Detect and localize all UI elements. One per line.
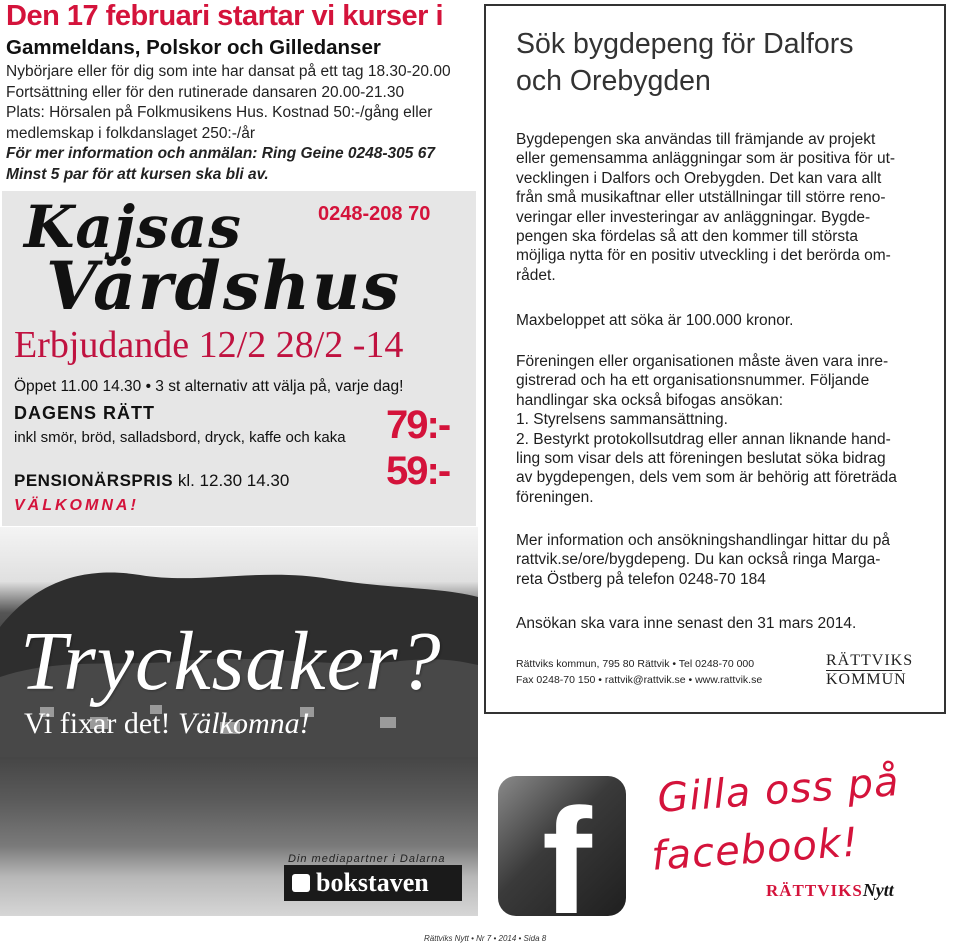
text-line: eller gemensamma anläggningar som är positiva för ut- bbox=[516, 150, 896, 168]
heading-line: Sök bygdepeng för Dalfors bbox=[516, 28, 854, 60]
facebook-line1: Gilla oss på bbox=[656, 759, 901, 822]
rattviks-kommun-logo bbox=[826, 652, 914, 689]
dish-description: inkl smör, bröd, salladsbord, dryck, kaffe och kaka bbox=[14, 429, 346, 446]
bokstaven-mark-icon bbox=[292, 874, 310, 892]
text-line: 1. Styrelsens sammansättning. bbox=[516, 411, 728, 429]
course-line: medlemskap i folkdanslaget 250:-/år bbox=[6, 124, 255, 142]
text-line: reta Östberg på telefon 0248-70 184 bbox=[516, 570, 766, 588]
print-services-ad bbox=[0, 527, 478, 916]
brand-word: RÄTTVIKS bbox=[766, 881, 863, 900]
contact-line: Fax 0248-70 150 • rattvik@rattvik.se • www.rattvik.se bbox=[516, 673, 763, 686]
text-line: rattvik.se/ore/bygdepeng. Du kan också ringa Marga- bbox=[516, 551, 881, 569]
bygdepeng-heading bbox=[516, 26, 936, 100]
text-line: föreningen. bbox=[516, 488, 594, 506]
restaurant-name-line1: Kajsas bbox=[24, 193, 242, 261]
paragraph-max-amount bbox=[516, 311, 928, 330]
text-line: Maxbeloppet att söka är 100.000 kronor. bbox=[516, 312, 794, 329]
course-line: Nybörjare eller för dig som inte har dansat på ett tag 18.30-20.00 bbox=[6, 63, 451, 80]
pension-time: kl. 12.30 14.30 bbox=[173, 471, 290, 490]
rattviks-nytt-logo bbox=[766, 880, 894, 901]
tagline-plain: Vi fixar det! bbox=[24, 707, 178, 740]
bokstaven-logo bbox=[284, 865, 462, 901]
course-title: Den 17 februari startar vi kurser i bbox=[6, 0, 444, 32]
logo-word: RÄTTVIKS bbox=[826, 652, 914, 669]
course-line: Plats: Hörsalen på Folkmusikens Hus. Kostnad 50:-/gång eller bbox=[6, 104, 433, 121]
text-line: gistrerad och ha ett organisationsnummer. Följande bbox=[516, 372, 870, 390]
text-line: ling som visar dels att föreningen beslutat söka bidrag bbox=[516, 450, 886, 468]
bygdepeng-notice bbox=[484, 4, 946, 714]
offer-period: Erbjudande 12/2 28/2 -14 bbox=[14, 324, 404, 366]
paragraph-requirements bbox=[516, 352, 928, 507]
course-info-line: För mer information och anmälan: Ring Geine 0248-305 67 bbox=[6, 145, 435, 162]
course-line: Fortsättning eller för den rutinerade dansaren 20.00-21.30 bbox=[6, 83, 405, 101]
text-line: Bygdepengen ska användas till främjande av projekt bbox=[516, 131, 876, 148]
text-line: 2. Bestyrkt protokollsutdrag eller annan liknande hand- bbox=[516, 430, 891, 448]
municipality-contact bbox=[516, 657, 762, 688]
text-line: Föreningen eller organisationen måste även vara inre- bbox=[516, 353, 889, 370]
restaurant-phone: 0248-208 70 bbox=[318, 203, 431, 225]
text-line: veringar eller investeringar av anläggningar. Bygde- bbox=[516, 208, 871, 226]
print-ad-tagline bbox=[24, 707, 310, 741]
brand-word: Nytt bbox=[862, 880, 894, 900]
restaurant-name-line2: Värdshus bbox=[46, 247, 402, 325]
heading-line: och Orebygden bbox=[516, 65, 711, 97]
text-line: Ansökan ska vara inne senast den 31 mars 2014. bbox=[516, 615, 857, 632]
course-info-line: Minst 5 par för att kursen ska bli av. bbox=[6, 165, 269, 183]
facebook-line2: facebook! bbox=[650, 819, 861, 880]
pension-label: PENSIONÄRSPRIS bbox=[14, 471, 174, 490]
kajsas-vardshus-ad bbox=[2, 191, 476, 526]
dish-title: DAGENS RÄTT bbox=[14, 403, 155, 423]
price-pension: 59:- bbox=[386, 449, 450, 493]
text-line: vecklingen i Dalfors och Orebygden. Det kan vara allt bbox=[516, 169, 882, 187]
dance-course-ad bbox=[0, 0, 478, 190]
facebook-icon: f bbox=[498, 776, 626, 916]
course-subtitle: Gammeldans, Polskor och Gilledanser bbox=[6, 36, 381, 59]
text-line: från små musikaftnar eller utställningar till större reno- bbox=[516, 189, 886, 207]
course-body bbox=[6, 62, 476, 185]
price-regular: 79:- bbox=[386, 403, 450, 447]
text-line: av bygdepengen, dels vem som är behörig att företräda bbox=[516, 469, 897, 487]
logo-word: KOMMUN bbox=[826, 671, 907, 688]
text-line: handlingar ska också bifogas ansökan: bbox=[516, 391, 784, 409]
text-line: möjliga nytta för en positiv utveckling i det berörda om- bbox=[516, 247, 891, 265]
print-ad-title: Trycksaker? bbox=[20, 615, 442, 708]
paragraph-deadline bbox=[516, 614, 928, 633]
paragraph-more-info bbox=[516, 531, 928, 589]
tagline-italic: Välkomna! bbox=[177, 707, 310, 740]
pension-price-row bbox=[14, 471, 289, 491]
opening-hours: Öppet 11.00 14.30 • 3 st alternativ att välja på, varje dag! bbox=[14, 378, 404, 395]
page-footer: Rättviks Nytt • Nr 7 • 2014 • Sida 8 bbox=[424, 934, 547, 943]
text-line: rådet. bbox=[516, 266, 556, 284]
welcome-text: VÄLKOMNA! bbox=[14, 497, 139, 514]
paragraph-purpose bbox=[516, 130, 928, 285]
contact-line: Rättviks kommun, 795 80 Rättvik • Tel 0248-70 000 bbox=[516, 658, 755, 670]
text-line: Mer information och ansökningshandlingar hittar du på bbox=[516, 532, 890, 549]
bokstaven-logo-text: bokstaven bbox=[316, 868, 429, 897]
text-line: pengen ska fördelas så att den kommer till största bbox=[516, 228, 859, 246]
partner-slogan: Din mediapartner i Dalarna bbox=[288, 853, 446, 865]
